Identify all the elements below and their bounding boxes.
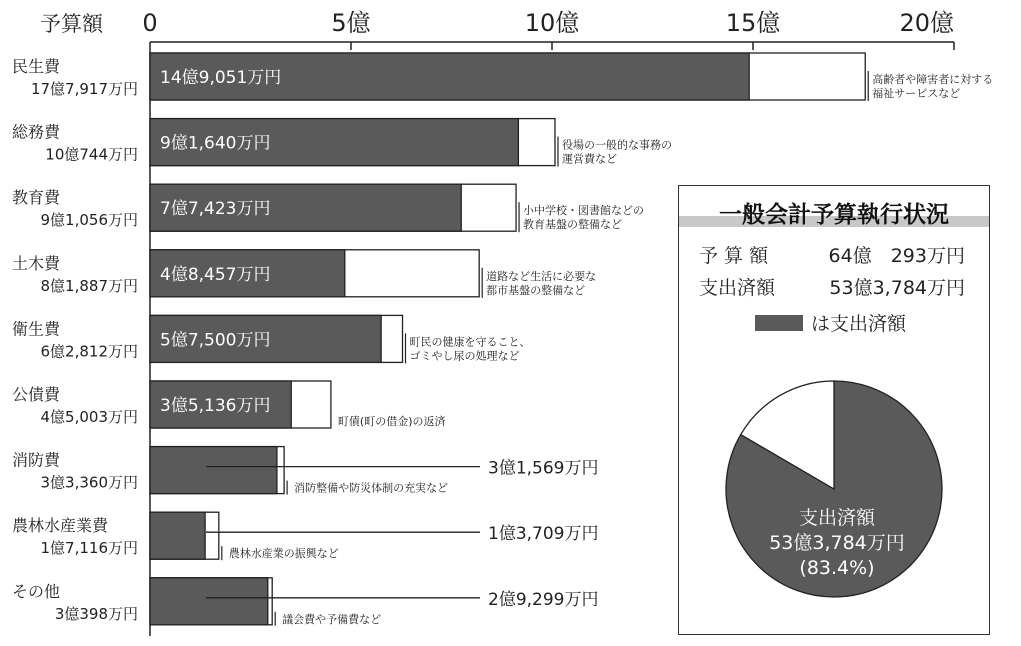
pie-center-label: 53億3,784万円: [769, 532, 905, 554]
category-description: 小中学校・図書館などの: [523, 204, 645, 218]
category-label: 公債費: [12, 385, 61, 404]
budget-total-value: 64億 293万円: [828, 245, 965, 267]
spent-value-label: 1億3,709万円: [488, 524, 599, 545]
budget-value-label: 6億2,812万円: [40, 342, 138, 361]
category-description: 教育基盤の整備など: [523, 218, 623, 232]
spent-bar: [150, 512, 205, 559]
category-label: その他: [12, 581, 61, 601]
budget-value-label: 1億7,116万円: [40, 539, 138, 558]
category-description: 農林水産業の振興など: [228, 547, 339, 561]
budget-value-label: 8億1,887万円: [40, 276, 138, 295]
legend-swatch: [755, 315, 803, 331]
budget-value-label: 4億5,003万円: [40, 408, 138, 426]
x-tick-label: 20億: [899, 9, 954, 37]
x-tick-label: 5億: [331, 9, 371, 37]
pie-center-label: 支出済額: [798, 507, 876, 529]
category-description: 議会費や予備費など: [282, 612, 382, 626]
budget-value-label: 3億3,360万円: [40, 473, 138, 492]
axis-title: 予算額: [40, 12, 103, 36]
legend-label: は支出済額: [811, 313, 907, 335]
category-description: 町債(町の借金)の返済: [337, 415, 446, 428]
spent-bar: [150, 578, 268, 625]
summary-title: 一般会計予算執行状況: [719, 202, 949, 228]
category-label: 農林水産業費: [12, 516, 109, 536]
category-label: 総務費: [12, 122, 61, 142]
summary-panel: [678, 185, 990, 635]
summary-panel-svg: [679, 186, 989, 634]
x-tick-label: 10億: [524, 9, 580, 37]
x-tick-label: 0: [142, 9, 158, 37]
spent-value-label: 5億7,500万円: [160, 330, 271, 351]
spent-value-label: 14億9,051万円: [160, 68, 282, 88]
budget-value-label: 10億744万円: [45, 145, 138, 164]
category-description: 役場の一般的な事務の: [561, 138, 672, 152]
category-description: ゴミやし尿の処理など: [409, 349, 520, 363]
spent-total-label: 支出済額: [699, 277, 776, 299]
category-description: 消防整備や防災体制の充実など: [294, 481, 449, 495]
category-label: 教育費: [12, 188, 61, 208]
category-label: 民生費: [12, 57, 61, 76]
budget-value-label: 17億7,917万円: [30, 80, 138, 98]
category-label: 消防費: [12, 450, 61, 470]
spent-value-label: 2億9,299万円: [488, 589, 599, 610]
pie-center-label: (83.4%): [799, 557, 875, 579]
spent-value-label: 3億1,569万円: [488, 458, 599, 479]
category-description: 道路など生活に必要な: [486, 269, 597, 283]
category-label: 土木費: [12, 253, 61, 273]
spent-bar: [150, 447, 277, 494]
budget-total-label: 予 算 額: [699, 245, 769, 267]
category-label: 衛生費: [12, 319, 61, 339]
budget-value-label: 9億1,056万円: [40, 211, 138, 230]
spent-value-label: 7億7,423万円: [160, 199, 271, 220]
spent-value-label: 9億1,640万円: [160, 133, 271, 154]
category-description: 町民の健康を守ること、: [409, 335, 531, 349]
category-description: 高齢者や障害者に対する: [872, 73, 994, 86]
spent-total-value: 53億3,784万円: [829, 277, 965, 299]
category-description: 運営費など: [561, 152, 617, 166]
category-description: 福祉サービスなど: [872, 87, 961, 100]
x-tick-label: 15億: [725, 9, 781, 37]
category-description: 都市基盤の整備など: [486, 283, 586, 297]
budget-value-label: 3億398万円: [54, 604, 138, 623]
spent-value-label: 3億5,136万円: [160, 396, 271, 416]
spent-value-label: 4億8,457万円: [160, 264, 271, 285]
